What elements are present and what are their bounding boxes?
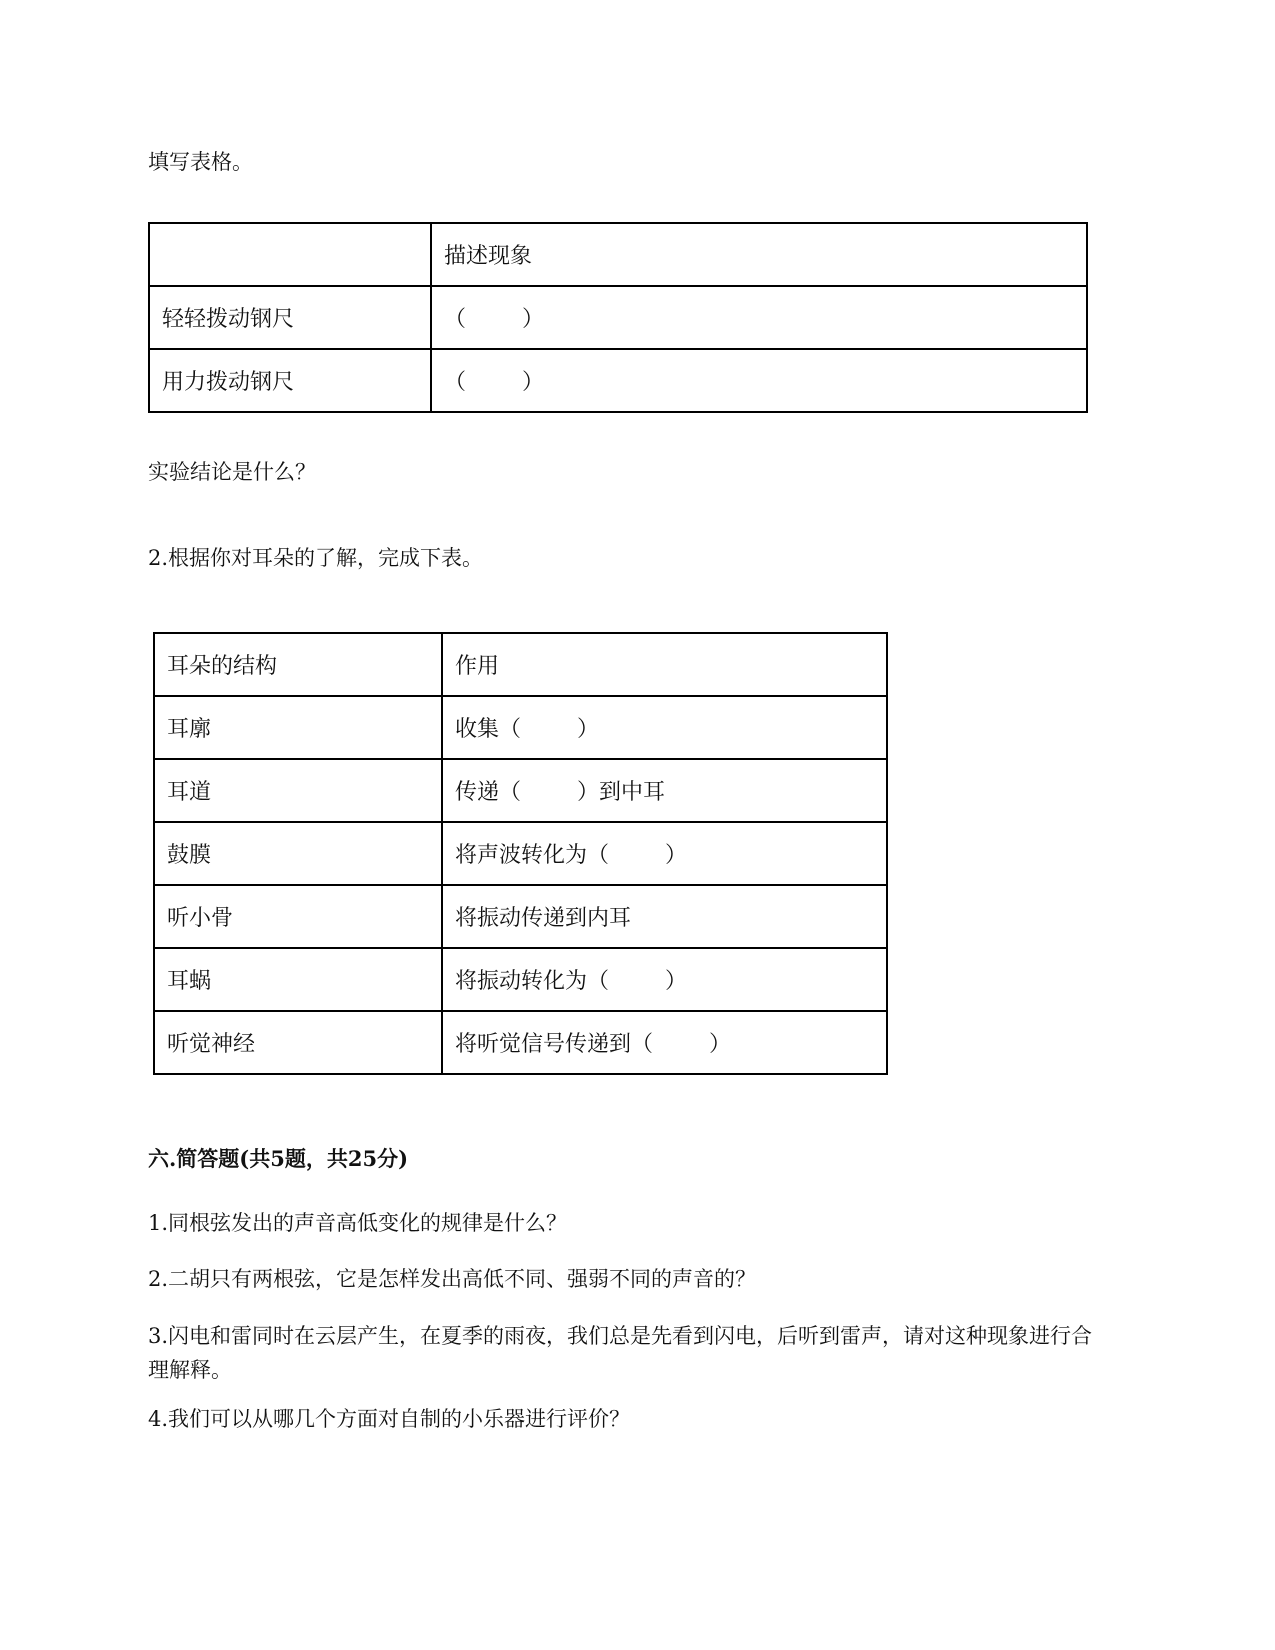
- table-row: [154, 696, 887, 759]
- table-cell: 耳道: [154, 759, 442, 822]
- table-cell: 听小骨: [154, 885, 442, 948]
- table-row: [154, 948, 887, 1011]
- table-row: [149, 349, 1087, 412]
- ear-structure-table: [153, 632, 888, 1075]
- table-header-cell: 作用: [442, 633, 887, 696]
- table-cell: 收集（ ）: [442, 696, 887, 759]
- table-cell: 传递（ ）到中耳: [442, 759, 887, 822]
- question-2-text: 2.根据你对耳朵的了解，完成下表。: [148, 546, 484, 570]
- short-answer-question: 1.同根弦发出的声音高低变化的规律是什么？: [148, 1211, 568, 1235]
- table-cell: 将振动传递到内耳: [442, 885, 887, 948]
- table-cell: 听觉神经: [154, 1011, 442, 1074]
- table-row: [154, 759, 887, 822]
- table-cell-blank: （ ）: [431, 286, 1087, 349]
- table-row: [154, 885, 887, 948]
- conclusion-question: 实验结论是什么？: [148, 460, 316, 484]
- table-cell: 耳蜗: [154, 948, 442, 1011]
- short-answer-question: 4.我们可以从哪几个方面对自制的小乐器进行评价？: [148, 1407, 631, 1431]
- table-header-cell: [149, 223, 431, 286]
- table-row: [154, 822, 887, 885]
- table-cell: 用力拨动钢尺: [149, 349, 431, 412]
- table-header-row: [154, 633, 887, 696]
- short-answer-question: 2.二胡只有两根弦，它是怎样发出高低不同、强弱不同的声音的？: [148, 1267, 757, 1291]
- phenomenon-table: [148, 222, 1088, 413]
- table-header-cell: 耳朵的结构: [154, 633, 442, 696]
- table-row: [154, 1011, 887, 1074]
- table-cell: 将听觉信号传递到（ ）: [442, 1011, 887, 1074]
- table-header-row: [149, 223, 1087, 286]
- instruction-text: 填写表格。: [148, 150, 253, 174]
- table-cell: 轻轻拨动钢尺: [149, 286, 431, 349]
- table-cell: 鼓膜: [154, 822, 442, 885]
- table-cell: 将声波转化为（ ）: [442, 822, 887, 885]
- table-cell-blank: （ ）: [431, 349, 1087, 412]
- table-cell: 耳廓: [154, 696, 442, 759]
- table-row: [149, 286, 1087, 349]
- short-answer-question: 3.闪电和雷同时在云层产生，在夏季的雨夜，我们总是先看到闪电，后听到雷声，请对这种现象进行合理解释。: [148, 1324, 1093, 1382]
- table-cell: 将振动转化为（ ）: [442, 948, 887, 1011]
- table-header-cell: 描述现象: [431, 223, 1087, 286]
- section-heading: 六.简答题(共5题，共25分): [148, 1146, 409, 1171]
